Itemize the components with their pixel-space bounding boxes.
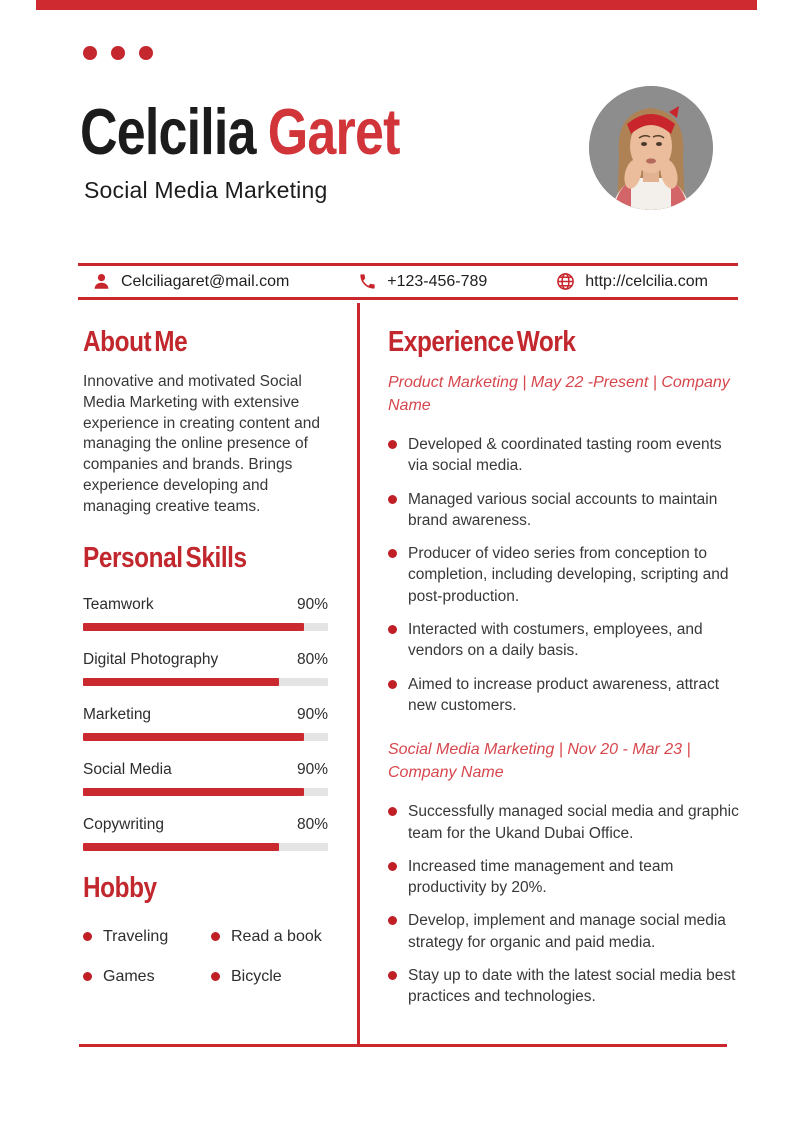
bullet-text: Successfully managed social media and graphic team for the Ukand Dubai Office. <box>408 803 739 842</box>
profile-photo-illustration <box>589 86 713 210</box>
hobby-label: Read a book <box>231 927 322 945</box>
experience-bullet <box>388 619 740 662</box>
skill-bar-fill <box>83 788 304 796</box>
bullet-icon <box>388 495 397 504</box>
bullet-text: Developed & coordinated tasting room events via social media. <box>408 436 722 475</box>
person-name <box>80 96 480 168</box>
skill-item <box>83 651 328 686</box>
hobby-item <box>83 928 211 946</box>
hobby-item <box>211 968 328 986</box>
dot-icon <box>83 46 97 60</box>
skill-label: Copywriting <box>83 815 164 833</box>
bullet-icon <box>388 807 397 816</box>
job-entry <box>388 738 740 1007</box>
skill-row <box>83 816 328 834</box>
skill-bar-track <box>83 623 328 631</box>
person-icon <box>92 272 111 291</box>
bullet-text: Interacted with costumers, employees, and vendors on a daily basis. <box>408 621 703 660</box>
job-title: Product Marketing | May 22 -Present | Company Name <box>388 374 730 414</box>
skill-label: Digital Photography <box>83 650 219 668</box>
skill-label: Social Media <box>83 760 172 778</box>
phone-text: +123-456-789 <box>387 272 488 290</box>
skill-bar-fill <box>83 623 304 631</box>
skill-row <box>83 596 328 614</box>
about-heading: About Me <box>83 326 188 358</box>
skill-percentage: 90% <box>296 760 328 778</box>
last-name: Garet <box>267 95 400 168</box>
skills-heading: Personal Skills <box>83 541 247 574</box>
contact-website[interactable] <box>556 272 708 291</box>
skill-percentage: 90% <box>296 595 328 613</box>
bullet-icon <box>83 932 92 941</box>
phone-icon <box>358 272 377 291</box>
skill-label: Marketing <box>83 705 152 723</box>
bullet-icon <box>388 680 397 689</box>
bullet-icon <box>211 932 220 941</box>
bullet-text: Aimed to increase product awareness, attract new customers. <box>408 675 720 714</box>
experience-bullet <box>388 965 740 1008</box>
bullet-icon <box>211 972 220 981</box>
bullet-icon <box>388 549 397 558</box>
hobby-label: Bicycle <box>231 967 282 985</box>
bullet-icon <box>388 916 397 925</box>
skill-percentage: 80% <box>296 650 328 668</box>
top-accent-bar <box>36 0 757 10</box>
job-bullet-list <box>388 434 740 716</box>
contact-bar <box>78 263 738 300</box>
skill-item <box>83 761 328 796</box>
experience-bullet <box>388 910 740 953</box>
profile-photo <box>589 86 713 210</box>
hobby-label: Games <box>103 967 155 985</box>
skill-bar-track <box>83 843 328 851</box>
skill-percentage: 80% <box>296 815 328 833</box>
job-subtitle: Social Media Marketing <box>84 177 328 203</box>
bullet-text: Increased time management and team productivity by 20%. <box>408 857 674 897</box>
job-title: Social Media Marketing | Nov 20 - Mar 23 | Company Name <box>388 741 691 782</box>
right-column <box>388 326 740 1020</box>
bullet-text: Stay up to date with the latest social media best practices and technologies. <box>408 967 736 1006</box>
skill-item <box>83 706 328 741</box>
bullet-icon <box>83 972 92 981</box>
about-text: Innovative and motivated Social Media Marketing with extensive experience in creating content and managing the online presence of companies and brands. Brings experience developing and managing creative teams. <box>83 373 320 515</box>
skill-bar-fill <box>83 733 304 741</box>
website-text: http://celcilia.com <box>585 272 708 290</box>
contact-email[interactable] <box>92 272 289 291</box>
bottom-rule <box>79 1044 727 1047</box>
hobby-heading: Hobby <box>83 871 157 904</box>
bullet-icon <box>388 440 397 449</box>
job-entry <box>388 371 740 716</box>
skill-row <box>83 706 328 724</box>
decor-dots <box>83 46 153 60</box>
bullet-text: Develop, implement and manage social media strategy for organic and paid media. <box>408 912 726 951</box>
globe-icon <box>556 272 575 291</box>
skill-bar-track <box>83 733 328 741</box>
dot-icon <box>111 46 125 60</box>
skill-item <box>83 596 328 631</box>
experience-jobs <box>388 371 740 1008</box>
contact-phone[interactable] <box>358 272 487 291</box>
experience-bullet <box>388 489 740 532</box>
bullet-icon <box>388 862 397 871</box>
hobby-item <box>211 928 328 946</box>
bullet-text: Producer of video series from conception to completion, including developing, scripting and post-production. <box>408 545 729 605</box>
experience-bullet <box>388 801 740 844</box>
experience-bullet <box>388 434 740 477</box>
skill-bar-fill <box>83 843 279 851</box>
bullet-text: Managed various social accounts to maintain brand awareness. <box>408 490 718 529</box>
experience-bullet <box>388 674 740 717</box>
skill-label: Teamwork <box>83 595 154 613</box>
job-bullet-list <box>388 801 740 1007</box>
skill-percentage: 90% <box>296 705 328 723</box>
dot-icon <box>139 46 153 60</box>
skill-bar-fill <box>83 678 279 686</box>
experience-bullet <box>388 543 740 607</box>
experience-bullet <box>388 856 740 899</box>
skill-row <box>83 651 328 669</box>
hobby-label: Traveling <box>103 927 169 945</box>
skills-list <box>83 596 328 851</box>
left-column <box>83 326 328 986</box>
hobby-item <box>83 968 211 986</box>
first-name: Celcilia <box>80 95 256 168</box>
skill-row <box>83 761 328 779</box>
email-text: Celciliagaret@mail.com <box>121 272 290 290</box>
skill-bar-track <box>83 788 328 796</box>
bullet-icon <box>388 625 397 634</box>
hobby-list <box>83 928 328 986</box>
skill-bar-track <box>83 678 328 686</box>
skill-item <box>83 816 328 851</box>
bullet-icon <box>388 971 397 980</box>
experience-heading: Experience Work <box>388 326 576 358</box>
vertical-divider <box>357 303 360 1045</box>
